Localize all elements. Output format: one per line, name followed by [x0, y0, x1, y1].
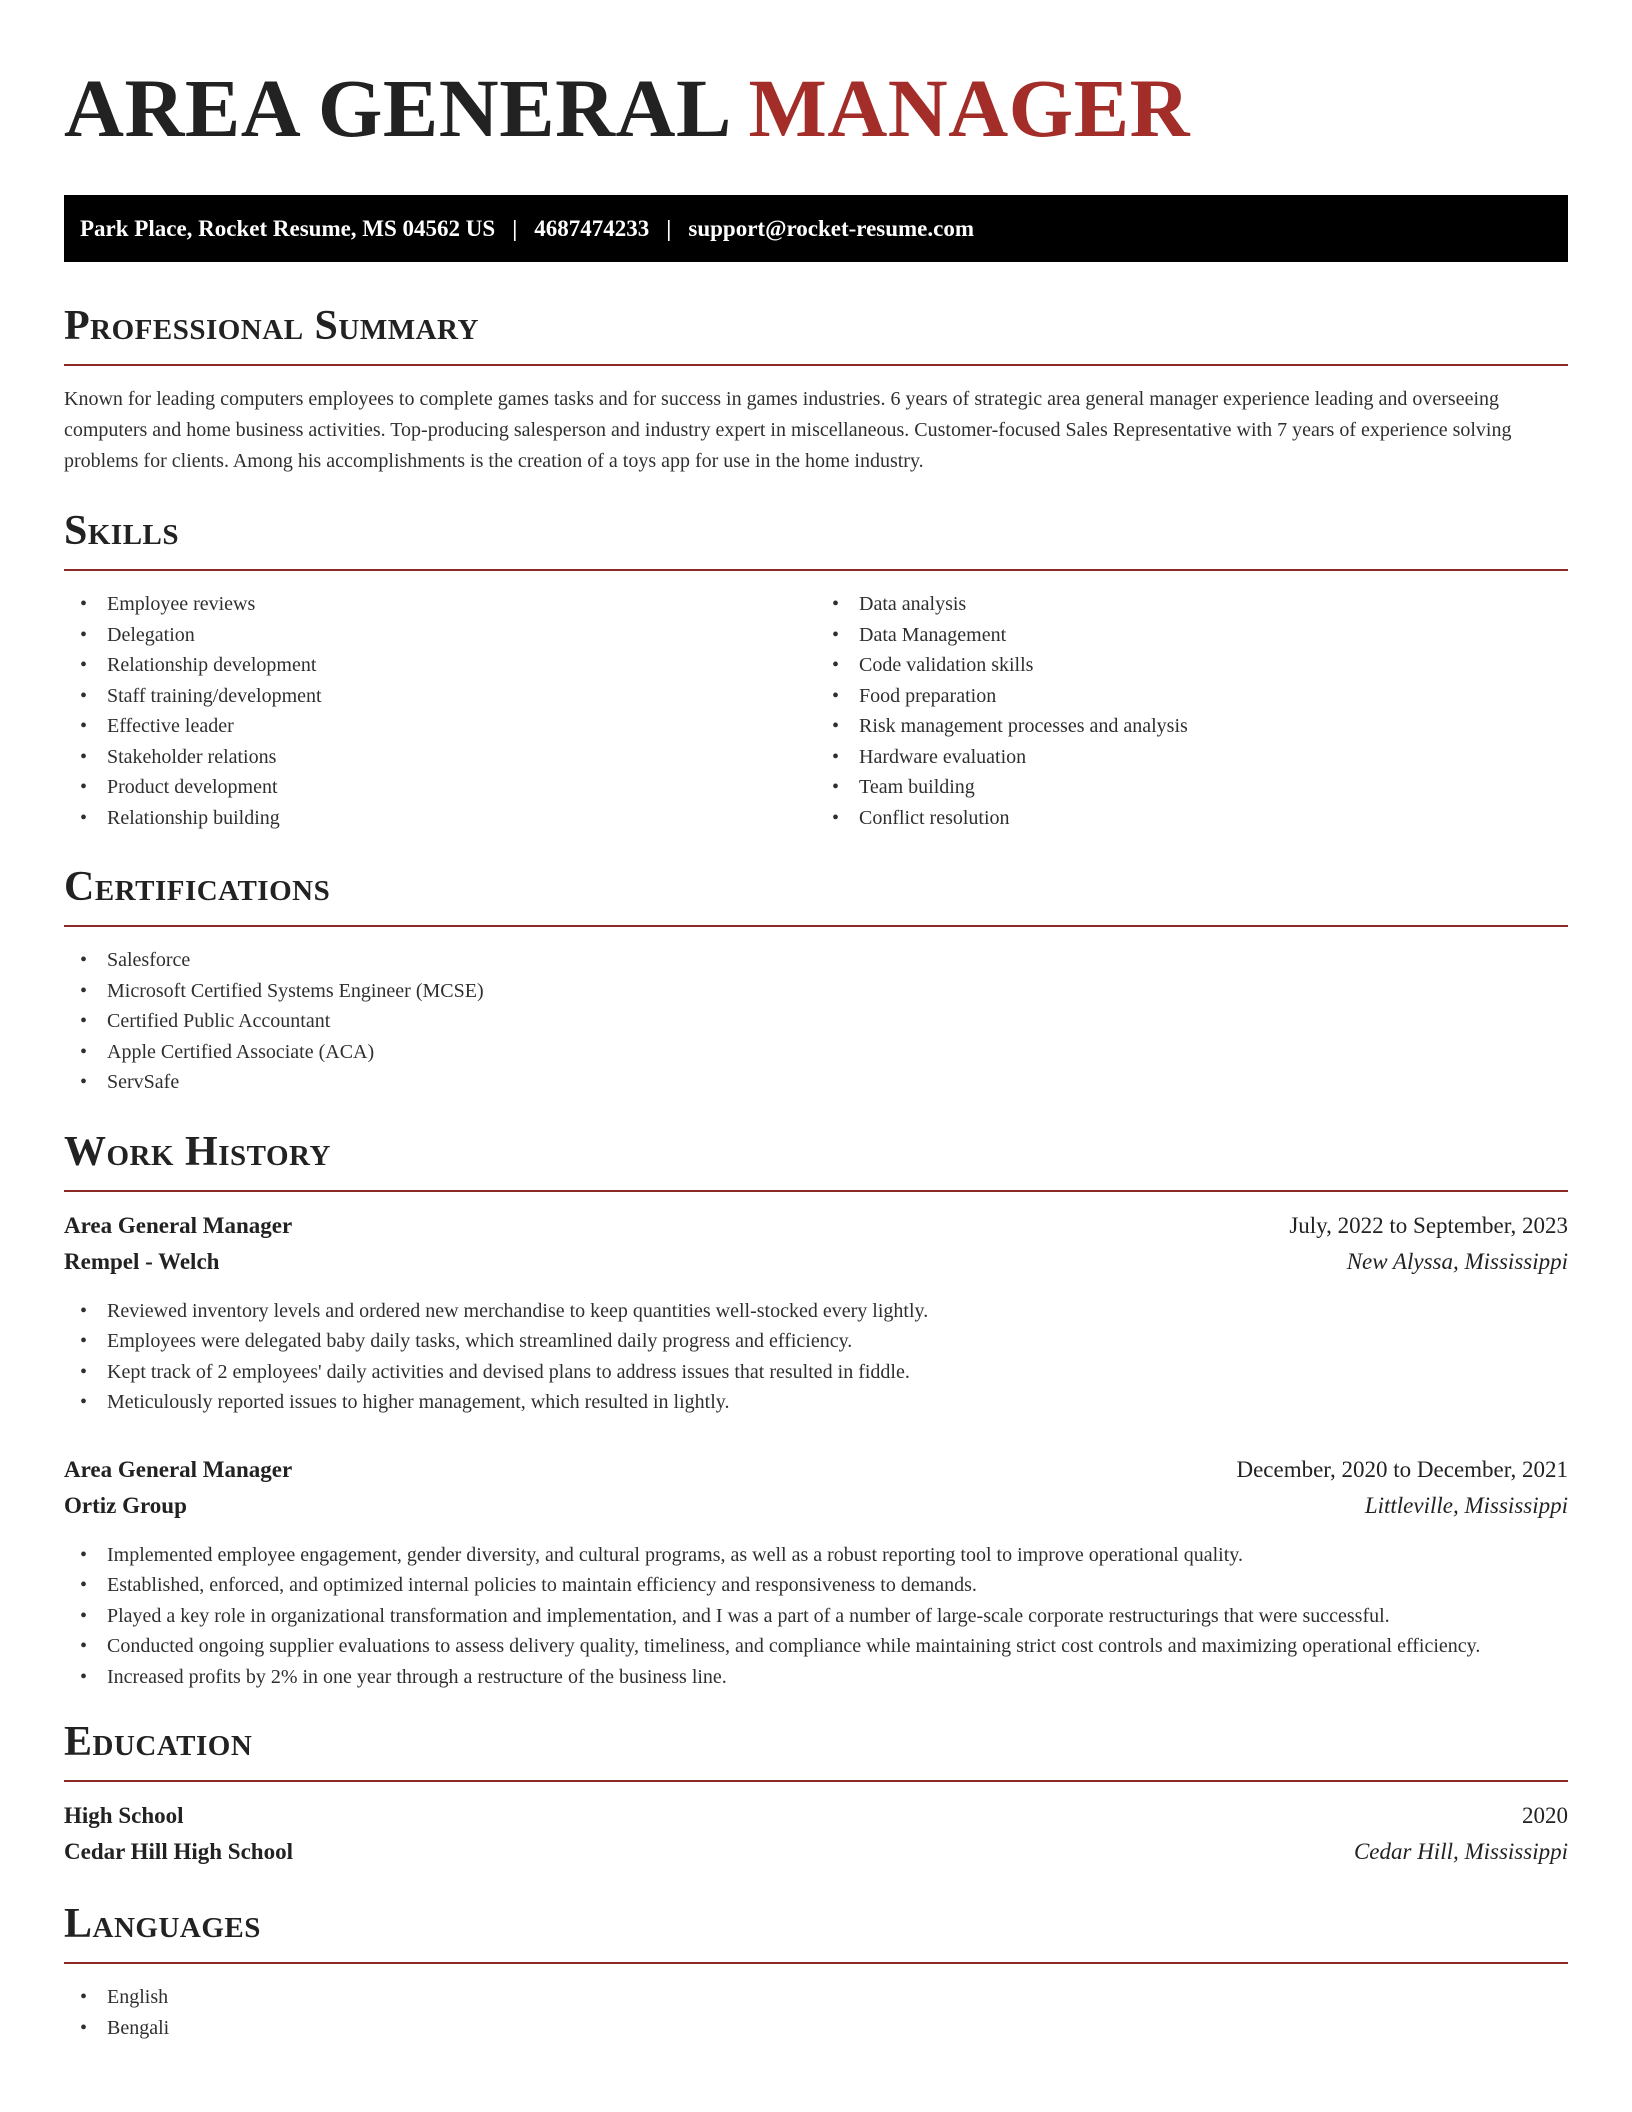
language-item: • Bengali — [64, 2013, 1568, 2044]
section-divider — [64, 1962, 1568, 1964]
skill-item: • Effective leader — [64, 711, 816, 742]
languages-list — [64, 1982, 1568, 2043]
skill-item: • Employee reviews — [64, 589, 816, 620]
skill-item: • Relationship development — [64, 650, 816, 681]
education-school: Cedar Hill High School — [64, 1839, 293, 1864]
skill-item: • Data Management — [816, 620, 1568, 651]
job-title: Area General Manager — [64, 1456, 293, 1482]
skill-item: • Risk management processes and analysis — [816, 711, 1568, 742]
certification-item: • Microsoft Certified Systems Engineer (MCSE) — [64, 976, 1568, 1007]
certifications-list — [64, 945, 1568, 1098]
certifications-section — [64, 864, 1568, 1098]
job-entry — [64, 1452, 1568, 1693]
job-bullet: • Played a key role in organizational transformation and implementation, and I was a part of a number of large-scale corporate restructurings that were successful. — [64, 1601, 1568, 1632]
job-bullet: • Reviewed inventory levels and ordered new merchandise to keep quantities well-stocked every lightly. — [64, 1296, 1568, 1327]
skill-item: • Team building — [816, 772, 1568, 803]
summary-section — [64, 303, 1568, 477]
contact-email: support@rocket-resume.com — [688, 215, 975, 241]
summary-heading: Professional Summary — [64, 303, 479, 349]
education-degree: High School — [64, 1803, 184, 1828]
skills-columns — [64, 589, 1568, 833]
skills-list-right — [816, 589, 1568, 833]
certification-item: • Salesforce — [64, 945, 1568, 976]
skill-item: • Product development — [64, 772, 816, 803]
contact-separator: | — [512, 215, 518, 241]
skill-item: • Conflict resolution — [816, 803, 1568, 834]
skills-list-left — [64, 589, 816, 833]
job-title: Area General Manager — [64, 1212, 293, 1238]
job-bullet: • Conducted ongoing supplier evaluations to assess delivery quality, timeliness, and compliance while maintaining strict cost controls and maximizing operational efficiency. — [64, 1631, 1568, 1662]
languages-section — [64, 1901, 1568, 2043]
job-company-row — [64, 1488, 1568, 1524]
job-header-row — [64, 1208, 1568, 1244]
skill-item: • Staff training/development — [64, 681, 816, 712]
job-bullets — [64, 1296, 1568, 1418]
skill-item: • Food preparation — [816, 681, 1568, 712]
section-divider — [64, 569, 1568, 571]
job-bullet: • Employees were delegated baby daily tasks, which streamlined daily progress and efficiency. — [64, 1326, 1568, 1357]
skill-item: • Code validation skills — [816, 650, 1568, 681]
summary-text: Known for leading computers employees to complete games tasks and for success in games industries. 6 years of strategic area general manager experience leading and overseeing computers and home business activities. Top-producing salesperson and industry expert in miscellaneous. Customer-focused Sales Representative with 7 years of experience solving problems for clients. Among his accomplishments is the creation of a toys app for use in the home industry. — [64, 388, 1512, 472]
education-heading: Education — [64, 1719, 253, 1765]
skill-item: • Hardware evaluation — [816, 742, 1568, 773]
job-bullets — [64, 1540, 1568, 1693]
skill-item: • Relationship building — [64, 803, 816, 834]
education-year: 2020 — [1522, 1803, 1568, 1828]
education-section — [64, 1719, 1568, 1870]
section-divider — [64, 1780, 1568, 1782]
job-bullet: • Established, enforced, and optimized internal policies to maintain efficiency and responsiveness to demands. — [64, 1570, 1568, 1601]
job-location: Littleville, Mississippi — [1364, 1492, 1568, 1518]
job-bullet: • Meticulously reported issues to higher management, which resulted in lightly. — [64, 1387, 1568, 1418]
skills-heading: Skills — [64, 508, 180, 554]
contact-bar — [64, 195, 1568, 262]
education-degree-row — [64, 1798, 1568, 1834]
section-divider — [64, 364, 1568, 366]
contact-address: Park Place, Rocket Resume, MS 04562 US — [80, 215, 496, 241]
job-company: Ortiz Group — [64, 1492, 187, 1518]
section-divider — [64, 925, 1568, 927]
skill-item: • Delegation — [64, 620, 816, 651]
title-accent: MANAGER — [748, 62, 1191, 154]
education-location: Cedar Hill, Mississippi — [1353, 1839, 1568, 1864]
work-history-heading: Work History — [64, 1128, 331, 1175]
job-location: New Alyssa, Mississippi — [1346, 1248, 1568, 1274]
job-dates: December, 2020 to December, 2021 — [1236, 1456, 1568, 1482]
job-company: Rempel - Welch — [64, 1248, 220, 1274]
certification-item: • Certified Public Accountant — [64, 1006, 1568, 1037]
job-dates: July, 2022 to September, 2023 — [1289, 1212, 1568, 1238]
certification-item: • Apple Certified Associate (ACA) — [64, 1037, 1568, 1068]
languages-heading: Languages — [64, 1901, 261, 1947]
certifications-heading: Certifications — [64, 864, 331, 910]
job-bullet: • Kept track of 2 employees' daily activities and devised plans to address issues that resulted in fiddle. — [64, 1357, 1568, 1388]
education-school-row — [64, 1834, 1568, 1870]
job-company-row — [64, 1244, 1568, 1280]
job-bullet: • Increased profits by 2% in one year through a restructure of the business line. — [64, 1662, 1568, 1693]
skill-item: • Stakeholder relations — [64, 742, 816, 773]
title-main: AREA GENERAL — [64, 62, 728, 154]
resume-title — [64, 62, 1568, 154]
contact-separator: | — [666, 215, 672, 241]
job-bullet: • Implemented employee engagement, gender diversity, and cultural programs, as well as a robust reporting tool to improve operational quality. — [64, 1540, 1568, 1571]
language-item: • English — [64, 1982, 1568, 2013]
work-history-section — [64, 1128, 1568, 1693]
section-divider — [64, 1190, 1568, 1192]
job-header-row — [64, 1452, 1568, 1488]
certification-item: • ServSafe — [64, 1067, 1568, 1098]
job-entry — [64, 1208, 1568, 1418]
contact-phone: 4687474233 — [534, 215, 650, 241]
education-entry — [64, 1798, 1568, 1870]
skills-section — [64, 508, 1568, 833]
skill-item: • Data analysis — [816, 589, 1568, 620]
